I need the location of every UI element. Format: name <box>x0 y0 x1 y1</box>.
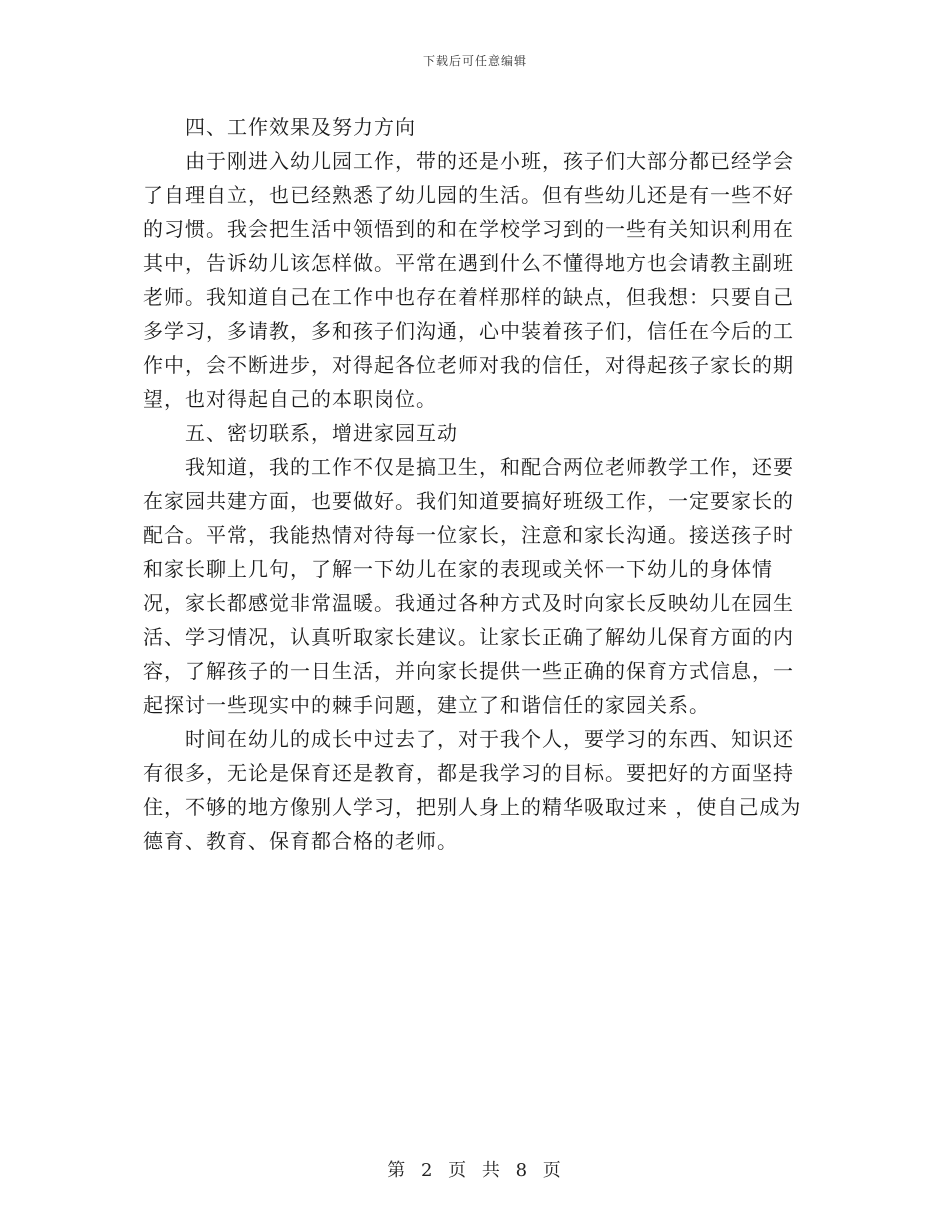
footer-prefix: 第 <box>387 1160 408 1181</box>
current-page-number: 2 <box>420 1160 435 1181</box>
footer-suffix: 页 <box>542 1160 563 1181</box>
page-footer <box>0 1156 950 1182</box>
paragraph: 时间在幼儿的成长中过去了，对于我个人，要学习的东西、知识还有很多，无论是保育还是教育，都是我学习的目标。要把好的方面坚持住，不够的地方像别人学习，把别人身上的精华吸取过来 ，使自己成为德育、教育、保育都合格的老师。 <box>143 727 802 853</box>
footer-page-word: 页 <box>448 1160 469 1181</box>
paragraph: 我知道，我的工作不仅是搞卫生，和配合两位老师教学工作，还要在家园共建方面，也要做好。我们知道要搞好班级工作，一定要家长的配合。平常，我能热情对待每一位家长，注意和家长沟通。接送孩子时和家长聊上几句，了解一下幼儿在家的表现或关怀一下幼儿的身体情况，家长都感觉非常温暖。我通过各种方式及时向家长反映幼儿在园生活、学习情况，认真听取家长建议。让家长正确了解幼儿保育方面的内容，了解孩子的一日生活，并向家长提供一些正确的保育方式信息，一起探讨一些现实中的棘手问题，建立了和谐信任的家园关系。 <box>143 455 794 717</box>
footer-total-word: 共 <box>481 1160 502 1181</box>
page-header: 下载后可任意编辑 <box>422 54 527 68</box>
section-heading-5: 五、密切联系，增进家园互动 <box>185 421 458 445</box>
section-heading-4: 四、工作效果及努力方向 <box>185 115 416 139</box>
total-pages-number: 8 <box>515 1160 530 1181</box>
document-body <box>143 110 803 858</box>
paragraph: 由于刚进入幼儿园工作，带的还是小班，孩子们大部分都已经学会了自理自立，也已经熟悉了幼儿园的生活。但有些幼儿还是有一些不好的习惯。我会把生活中领悟到的和在学校学习到的一些有关知识利用在其中，告诉幼儿该怎样做。平常在遇到什么不懂得地方也会请教主副班老师。我知道自己在工作中也存在着样那样的缺点，但我想：只要自己多学习，多请教，多和孩子们沟通，心中装着孩子们，信任在今后的工作中，会不断进步，对得起各位老师对我的信任，对得起孩子家长的期望，也对得起自己的本职岗位。 <box>143 149 794 411</box>
